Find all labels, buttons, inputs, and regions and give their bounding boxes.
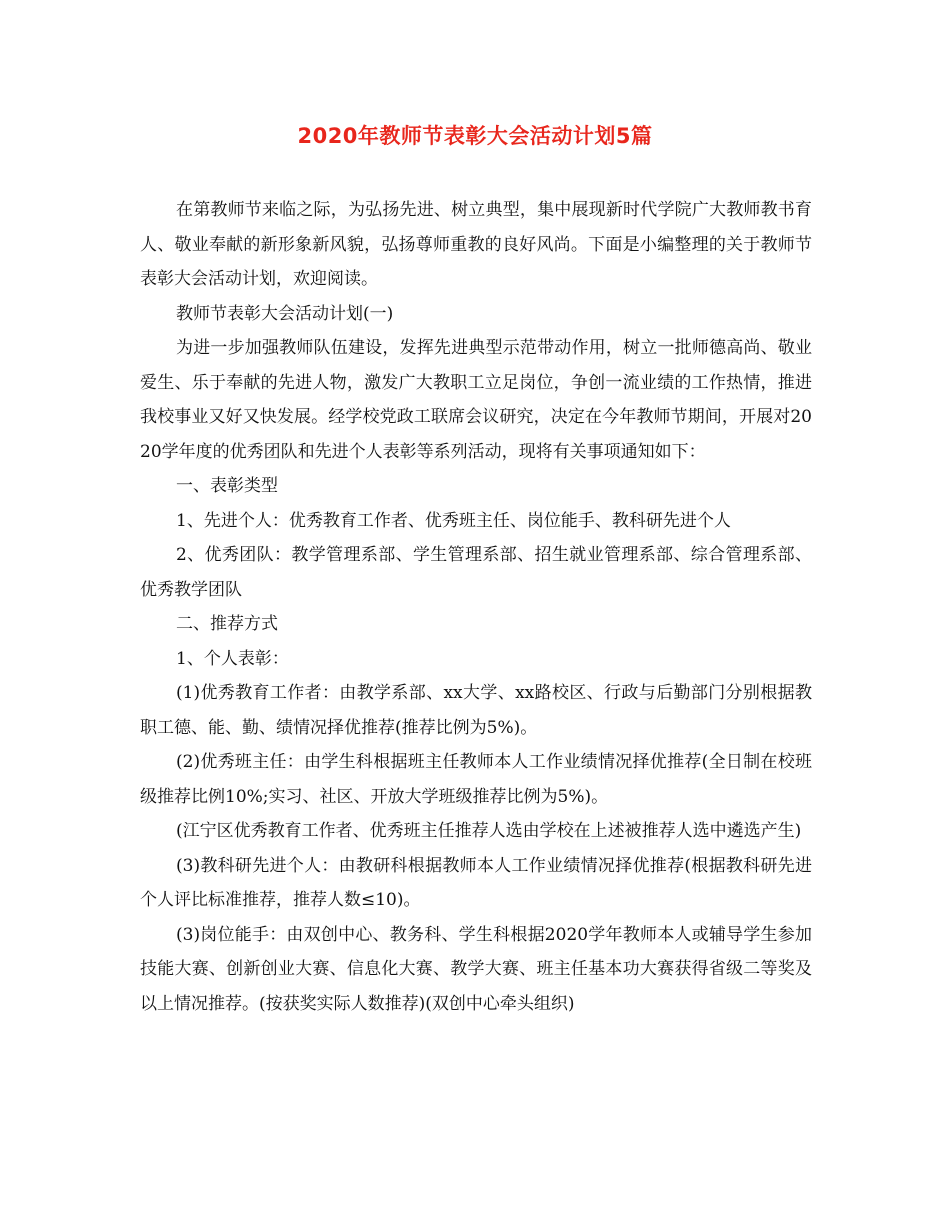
document-body: [140, 193, 812, 1021]
paragraph: 二、推荐方式: [176, 614, 278, 634]
paragraph: 在第教师节来临之际，为弘扬先进、树立典型，集中展现新时代学院广大教师教书育人、敬业奉献的新形象新风貌，弘扬尊师重教的良好风尚。下面是小编整理的关于教师节表彰大会活动计划，欢迎阅读。: [140, 200, 812, 289]
paragraph: 2、优秀团队：教学管理系部、学生管理系部、招生就业管理系部、综合管理系部、优秀教学团队: [140, 545, 812, 600]
paragraph: (3)岗位能手：由双创中心、教务科、学生科根据2020学年教师本人或辅导学生参加技能大赛、创新创业大赛、信息化大赛、教学大赛、班主任基本功大赛获得省级二等奖及以上情况推荐。(按获奖实际人数推荐)(双创中心牵头组织): [140, 924, 812, 1014]
paragraph: (2)优秀班主任：由学生科根据班主任教师本人工作业绩情况择优推荐(全日制在校班级推荐比例10%;实习、社区、开放大学班级推荐比例为5%)。: [140, 752, 812, 807]
paragraph: (江宁区优秀教育工作者、优秀班主任推荐人选由学校在上述被推荐人选中遴选产生): [176, 821, 802, 841]
paragraph: 一、表彰类型: [176, 476, 278, 496]
paragraph: (1)优秀教育工作者：由教学系部、xx大学、xx路校区、行政与后勤部门分别根据教职工德、能、勤、绩情况择优推荐(推荐比例为5%)。: [140, 683, 812, 738]
paragraph: 教师节表彰大会活动计划(一): [176, 303, 394, 324]
document-title: 2020年教师节表彰大会活动计划5篇: [297, 124, 653, 148]
paragraph: 为进一步加强教师队伍建设，发挥先进典型示范带动作用，树立一批师德高尚、敬业爱生、乐于奉献的先进人物，激发广大教职工立足岗位，争创一流业绩的工作热情，推进我校事业又好又快发展。经学校党政工联席会议研究，决定在今年教师节期间，开展对2020学年度的优秀团队和先进个人表彰等系列活动，现将有关事项通知如下：: [140, 338, 812, 462]
paragraph: (3)教科研先进个人：由教研科根据教师本人工作业绩情况择优推荐(根据教科研先进个人评比标准推荐，推荐人数≤10)。: [140, 855, 812, 910]
paragraph: 1、个人表彰：: [176, 648, 289, 669]
paragraph: 1、先进个人：优秀教育工作者、优秀班主任、岗位能手、教科研先进个人: [176, 510, 731, 531]
